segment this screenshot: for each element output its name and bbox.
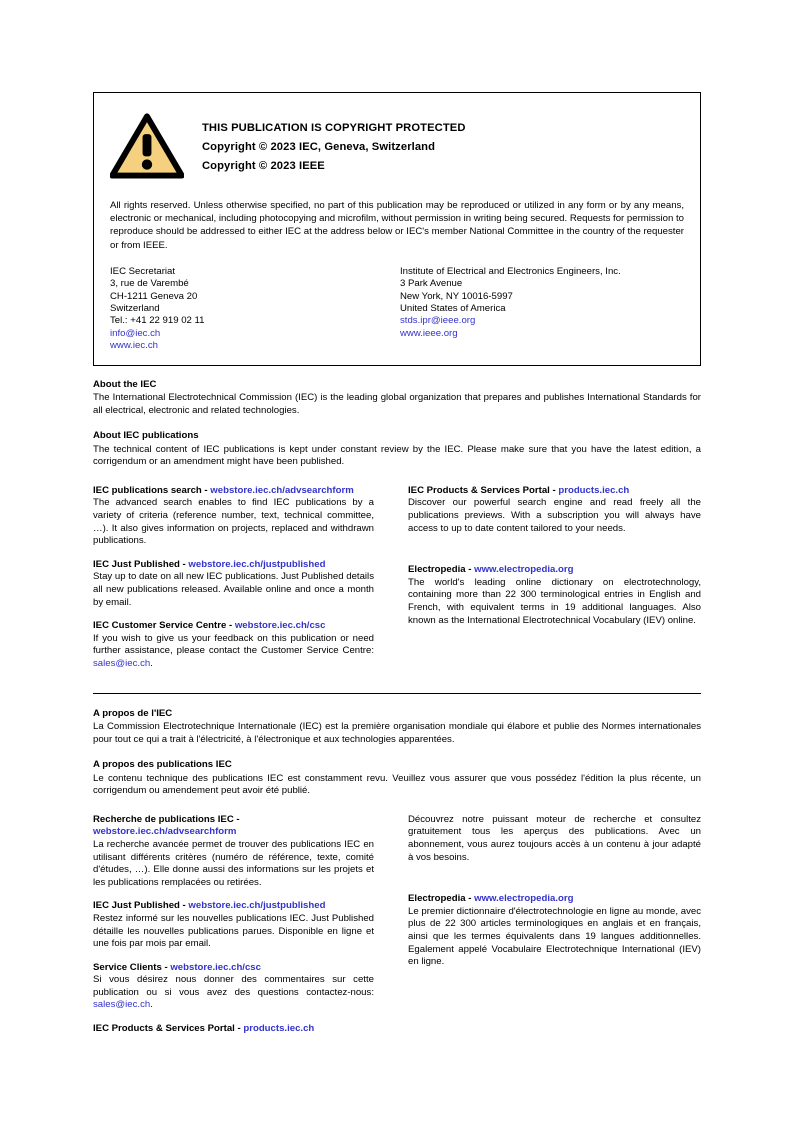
ieee-address-line-1: Institute of Electrical and Electronics Engineers, Inc. xyxy=(400,265,621,277)
entry-label: IEC Just Published - xyxy=(93,558,189,570)
electropedia-fr-entry xyxy=(408,893,701,969)
about-iec-publications-title: About IEC publications xyxy=(93,430,199,442)
ieee-address-column xyxy=(394,266,684,353)
electropedia-fr-title xyxy=(408,893,701,906)
french-left-column xyxy=(93,814,397,1036)
entry-label: IEC Products & Services Portal - xyxy=(408,484,559,496)
iec-just-published-title xyxy=(93,559,374,572)
a-propos-des-publications-text: Le contenu technique des publications IEC est constamment revu. Veuillez vous assurer que vous possédez l'édition la plus récente, un corrigendum ou amendement peut avoir été publié. xyxy=(93,772,701,797)
electropedia-fr-link[interactable]: www.electropedia.org xyxy=(474,893,574,905)
electropedia-text: The world's leading online dictionary on electrotechnology, containing more than 22 300 terminological entries in English and French, with equivalent terms in 19 additional languages. Also known as the International Electrotechnical Vocabulary (IEV) online. xyxy=(408,576,701,626)
iec-just-published-fr-link[interactable]: webstore.iec.ch/justpublished xyxy=(188,900,326,912)
copyright-body-text: All rights reserved. Unless otherwise specified, no part of this publication may be reproduced or utilized in any form or by any means, electronic or mechanical, including photocopying and microfilm, without permission in writing being secured. Requests for permission to reproduce should be addressed to either IEC at the address below or IEC's member National Committee in the country of the requester or from IEEE. xyxy=(110,200,684,251)
ieee-address-line-3: New York, NY 10016-5997 xyxy=(400,290,513,302)
a-propos-des-publications-title: A propos des publications IEC xyxy=(93,759,232,771)
entry-label: IEC Just Published - xyxy=(93,900,189,912)
iec-customer-service-centre-text xyxy=(93,633,374,671)
entry-text-pre: Si vous désirez nous donner des commentaires sur cette publication ou si vous avez des questions contactez-nous: xyxy=(93,974,374,998)
about-the-iec-text: The International Electrotechnical Commission (IEC) is the leading global organization that prepares and publishes International Standards for all electrical, electronic and related technologies. xyxy=(93,392,701,416)
iec-just-published-text: Stay up to date on all new IEC publications. Just Published details all new publications released. Available online and once a month by email. xyxy=(93,571,374,608)
copyright-title-line-3: Copyright © 2023 IEEE xyxy=(202,160,325,172)
iec-address-line-1: IEC Secretariat xyxy=(110,265,176,277)
entry-label: Recherche de publications IEC - xyxy=(93,813,240,825)
recherche-de-publications-entry xyxy=(93,814,374,890)
iec-customer-service-centre-link[interactable]: webstore.iec.ch/csc xyxy=(234,620,326,632)
recherche-de-publications-link[interactable]: webstore.iec.ch/advsearchform xyxy=(93,826,237,838)
french-resources-columns xyxy=(93,814,701,1036)
iec-publications-search-text: The advanced search enables to find IEC publications by a variety of criteria (reference number, text, technical committee, …). It also gives information on projects, replaced and withdrawn publications. xyxy=(93,497,374,547)
iec-publications-search-entry xyxy=(93,485,374,548)
iec-products-services-portal-fr-entry xyxy=(93,1023,374,1036)
a-propos-de-iec-section xyxy=(93,708,701,747)
a-propos-de-iec-text: La Commission Electrotechnique Internationale (IEC) est la première organisation mondiale qui élabore et publie des Normes internationales pour tout ce qui a trait à l'électricité, à l'électronique et aux technologies apparentées. xyxy=(93,720,701,745)
iec-address-line-3: CH-1211 Geneva 20 xyxy=(110,290,198,302)
english-right-column xyxy=(397,485,701,671)
service-clients-link[interactable]: webstore.iec.ch/csc xyxy=(170,961,261,973)
iec-products-services-portal-fr-title xyxy=(93,1023,374,1036)
about-iec-publications-section xyxy=(93,430,701,469)
iec-email-link[interactable]: info@iec.ch xyxy=(110,327,161,339)
english-resources-columns xyxy=(93,485,701,671)
electropedia-link[interactable]: www.electropedia.org xyxy=(474,564,574,576)
ieee-address-line-4: United States of America xyxy=(400,303,506,315)
ieee-address-line-2: 3 Park Avenue xyxy=(400,278,463,290)
iec-products-services-portal-entry xyxy=(408,485,701,535)
iec-publications-search-link[interactable]: webstore.iec.ch/advsearchform xyxy=(210,484,354,496)
entry-label: IEC Customer Service Centre - xyxy=(93,620,235,632)
copyright-title-line-2: Copyright © 2023 IEC, Geneva, Switzerland xyxy=(202,141,436,153)
iec-address-line-2: 3, rue de Varembé xyxy=(110,278,189,290)
column-spacer-fr xyxy=(408,875,701,893)
iec-just-published-link[interactable]: webstore.iec.ch/justpublished xyxy=(188,558,326,570)
address-block xyxy=(110,266,684,353)
document-page xyxy=(93,92,701,1036)
iec-just-published-fr-entry xyxy=(93,900,374,950)
iec-just-published-entry xyxy=(93,559,374,609)
language-section-divider xyxy=(93,693,701,694)
iec-address-phone: Tel.: +41 22 919 02 11 xyxy=(110,315,205,327)
iec-just-published-fr-text: Restez informé sur les nouvelles publications IEC. Just Published détaille les nouvelles publications parues. Disponible en ligne et une fois par mois par email. xyxy=(93,912,374,950)
recherche-de-publications-text: La recherche avancée permet de trouver des publications IEC en utilisant différents critères (numéro de référence, texte, comité d'études, …). Elle donne aussi des informations sur les projets et les publications remplacées ou retirées. xyxy=(93,838,374,888)
service-clients-sales-email-link[interactable]: sales@iec.ch xyxy=(93,999,151,1011)
service-clients-entry xyxy=(93,962,374,1012)
copyright-title-lines xyxy=(202,111,466,176)
iec-address-column xyxy=(110,266,394,353)
english-left-column xyxy=(93,485,397,671)
iec-sales-email-link[interactable]: sales@iec.ch xyxy=(93,657,151,669)
iec-products-services-portal-text: Discover our powerful search engine and read freely all the publications previews. With a subscription you will always have access to up to date content tailored to your needs. xyxy=(408,497,701,534)
iec-products-services-portal-title xyxy=(408,485,701,498)
decouvrez-moteur-recherche-entry xyxy=(408,814,701,864)
a-propos-de-iec-title: A propos de l'IEC xyxy=(93,707,173,719)
iec-customer-service-centre-entry xyxy=(93,620,374,670)
french-right-column xyxy=(397,814,701,1036)
copyright-header xyxy=(110,107,684,185)
entry-text-pre: If you wish to give us your feedback on this publication or need further assistance, please contact the Customer Service Centre: xyxy=(93,632,374,657)
warning-triangle-icon xyxy=(110,113,184,179)
iec-customer-service-centre-title xyxy=(93,620,374,633)
about-the-iec-title: About the IEC xyxy=(93,378,157,390)
entry-label: Electropedia - xyxy=(408,893,475,905)
electropedia-entry xyxy=(408,564,701,627)
copyright-title-line-1: THIS PUBLICATION IS COPYRIGHT PROTECTED xyxy=(202,122,466,134)
service-clients-title xyxy=(93,962,374,975)
entry-label: IEC publications search - xyxy=(93,484,211,496)
about-iec-publications-text: The technical content of IEC publications is kept under constant review by the IEC. Please make sure that you have the latest edition, a corrigendum or an amendment might have been published. xyxy=(93,443,701,468)
copyright-notice-box xyxy=(93,92,701,366)
iec-just-published-fr-title xyxy=(93,900,374,913)
ieee-website-link[interactable]: www.ieee.org xyxy=(400,327,458,339)
ieee-email-link[interactable]: stds.ipr@ieee.org xyxy=(400,315,476,327)
entry-label: IEC Products & Services Portal - xyxy=(93,1023,244,1035)
about-the-iec-section xyxy=(93,379,701,418)
entry-text-post: . xyxy=(150,999,153,1011)
recherche-de-publications-title xyxy=(93,814,374,839)
iec-address-line-4: Switzerland xyxy=(110,303,160,315)
column-spacer xyxy=(408,546,701,564)
electropedia-title xyxy=(408,564,701,577)
decouvrez-moteur-recherche-text: Découvrez notre puissant moteur de recherche et consultez gratuitement tous les aperçus des publications. Avec un abonnement, vous aurez toujours accès à un contenu à jour adapté à vos besoins. xyxy=(408,813,701,863)
a-propos-des-publications-section xyxy=(93,759,701,798)
entry-label: Electropedia - xyxy=(408,564,475,576)
electropedia-fr-text: Le premier dictionnaire d'électrotechnologie en ligne au monde, avec plus de 22 300 articles terminologiques en anglais et en français, ainsi que les termes équivalents dans 19 langues additionnelles. Egalement appelé Vocabulaire Electrotechnique International (IEV) en ligne. xyxy=(408,905,701,968)
iec-products-services-portal-link[interactable]: products.iec.ch xyxy=(558,484,630,496)
service-clients-text xyxy=(93,974,374,1012)
iec-publications-search-title xyxy=(93,485,374,498)
iec-website-link[interactable]: www.iec.ch xyxy=(110,340,158,352)
entry-text-post: . xyxy=(150,657,153,669)
entry-label: Service Clients - xyxy=(93,961,171,973)
iec-products-services-portal-fr-link[interactable]: products.iec.ch xyxy=(243,1023,315,1035)
